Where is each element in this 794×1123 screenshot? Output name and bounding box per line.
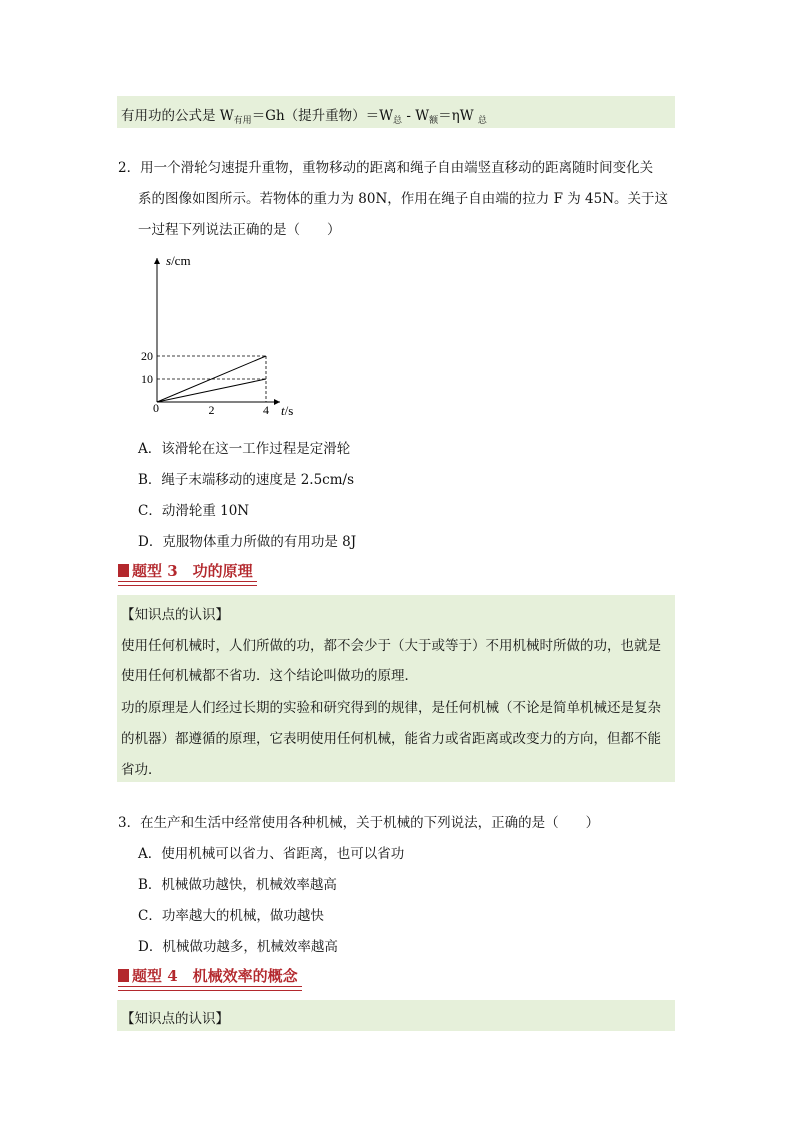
section4-heading [118, 965, 298, 986]
q2-line2: 系的图像如图所示。若物体的重力为 80N，作用在绳子自由端的拉力 F 为 45N。关于这 [138, 191, 669, 207]
section3-box [117, 595, 675, 782]
q3-stem: 3．在生产和生活中经常使用各种机械，关于机械的下列说法，正确的是（ ） [118, 815, 600, 831]
y-tick-label: 20 [141, 349, 153, 363]
formula-prefix: 有用功的公式是 W [121, 108, 234, 124]
section3-marker [118, 564, 129, 577]
section3-box-line: 的机器）都遵循的原理，它表明使用任何机械，能省力或省距离或改变力的方向，但都不能 [121, 731, 661, 747]
section4-box [117, 1000, 675, 1031]
q3-option-a: A．使用机械可以省力、省距离，也可以省功 [138, 846, 405, 862]
section4-marker [118, 969, 129, 982]
x-axis-label: t/s [281, 403, 294, 418]
formula-sub-total2: 总 [477, 116, 487, 126]
series-line-2 [157, 379, 266, 402]
q3-option-b: B．机械做功越快，机械效率越高 [138, 877, 337, 893]
x-tick-label: 2 [208, 403, 215, 417]
section3-title: 题型 3 功的原理 [132, 562, 253, 580]
formula-text [121, 104, 487, 126]
q2-option-d: D．克服物体重力所做的有用功是 8J [138, 534, 357, 550]
y-axis-label: s/cm [166, 253, 191, 268]
formula-mid2: - W [402, 108, 430, 124]
section3-underline [118, 581, 257, 586]
formula-sub-total: 总 [393, 116, 403, 126]
section3-box-line: 使用任何机械都不省功．这个结论叫做功的原理． [121, 668, 418, 684]
distance-time-chart [130, 250, 310, 422]
formula-sub-extra: 额 [429, 116, 439, 126]
q2-line3: 一过程下列说法正确的是（ ） [138, 222, 341, 238]
section3-box-line: 功的原理是人们经过长期的实验和研究得到的规律，是任何机械（不论是简单机械还是复杂 [121, 700, 661, 716]
x-tick-label: 4 [263, 403, 269, 417]
section3-box-line: 【知识点的认识】 [121, 607, 229, 623]
section4-underline [118, 986, 302, 991]
formula-mid3: ＝ηW [438, 108, 478, 124]
formula-sub-useful: 有用 [233, 116, 252, 126]
q2-option-c: C．动滑轮重 10N [138, 503, 250, 519]
q2-line1: 2．用一个滑轮匀速提升重物，重物移动的距离和绳子自由端竖直移动的距离随时间变化关 [118, 160, 654, 176]
y-tick-label: 10 [141, 372, 153, 386]
q2-option-b: B．绳子末端移动的速度是 2.5cm/s [138, 472, 355, 488]
section3-box-line: 省功． [121, 762, 162, 778]
q3-option-d: D．机械做功越多，机械效率越高 [138, 939, 338, 955]
section4-box-line: 【知识点的认识】 [121, 1011, 229, 1027]
section4-title: 题型 4 机械效率的概念 [132, 967, 298, 985]
q3-option-c: C．功率越大的机械，做功越快 [138, 908, 324, 924]
formula-box [117, 96, 675, 128]
section3-heading [118, 560, 253, 581]
origin-label: 0 [153, 401, 159, 415]
formula-mid1: ＝Gh（提升重物）＝W [251, 108, 394, 124]
section3-box-line: 使用任何机械时，人们所做的功，都不会少于（大于或等于）不用机械时所做的功，也就是 [121, 638, 661, 654]
q2-option-a: A．该滑轮在这一工作过程是定滑轮 [138, 441, 351, 457]
